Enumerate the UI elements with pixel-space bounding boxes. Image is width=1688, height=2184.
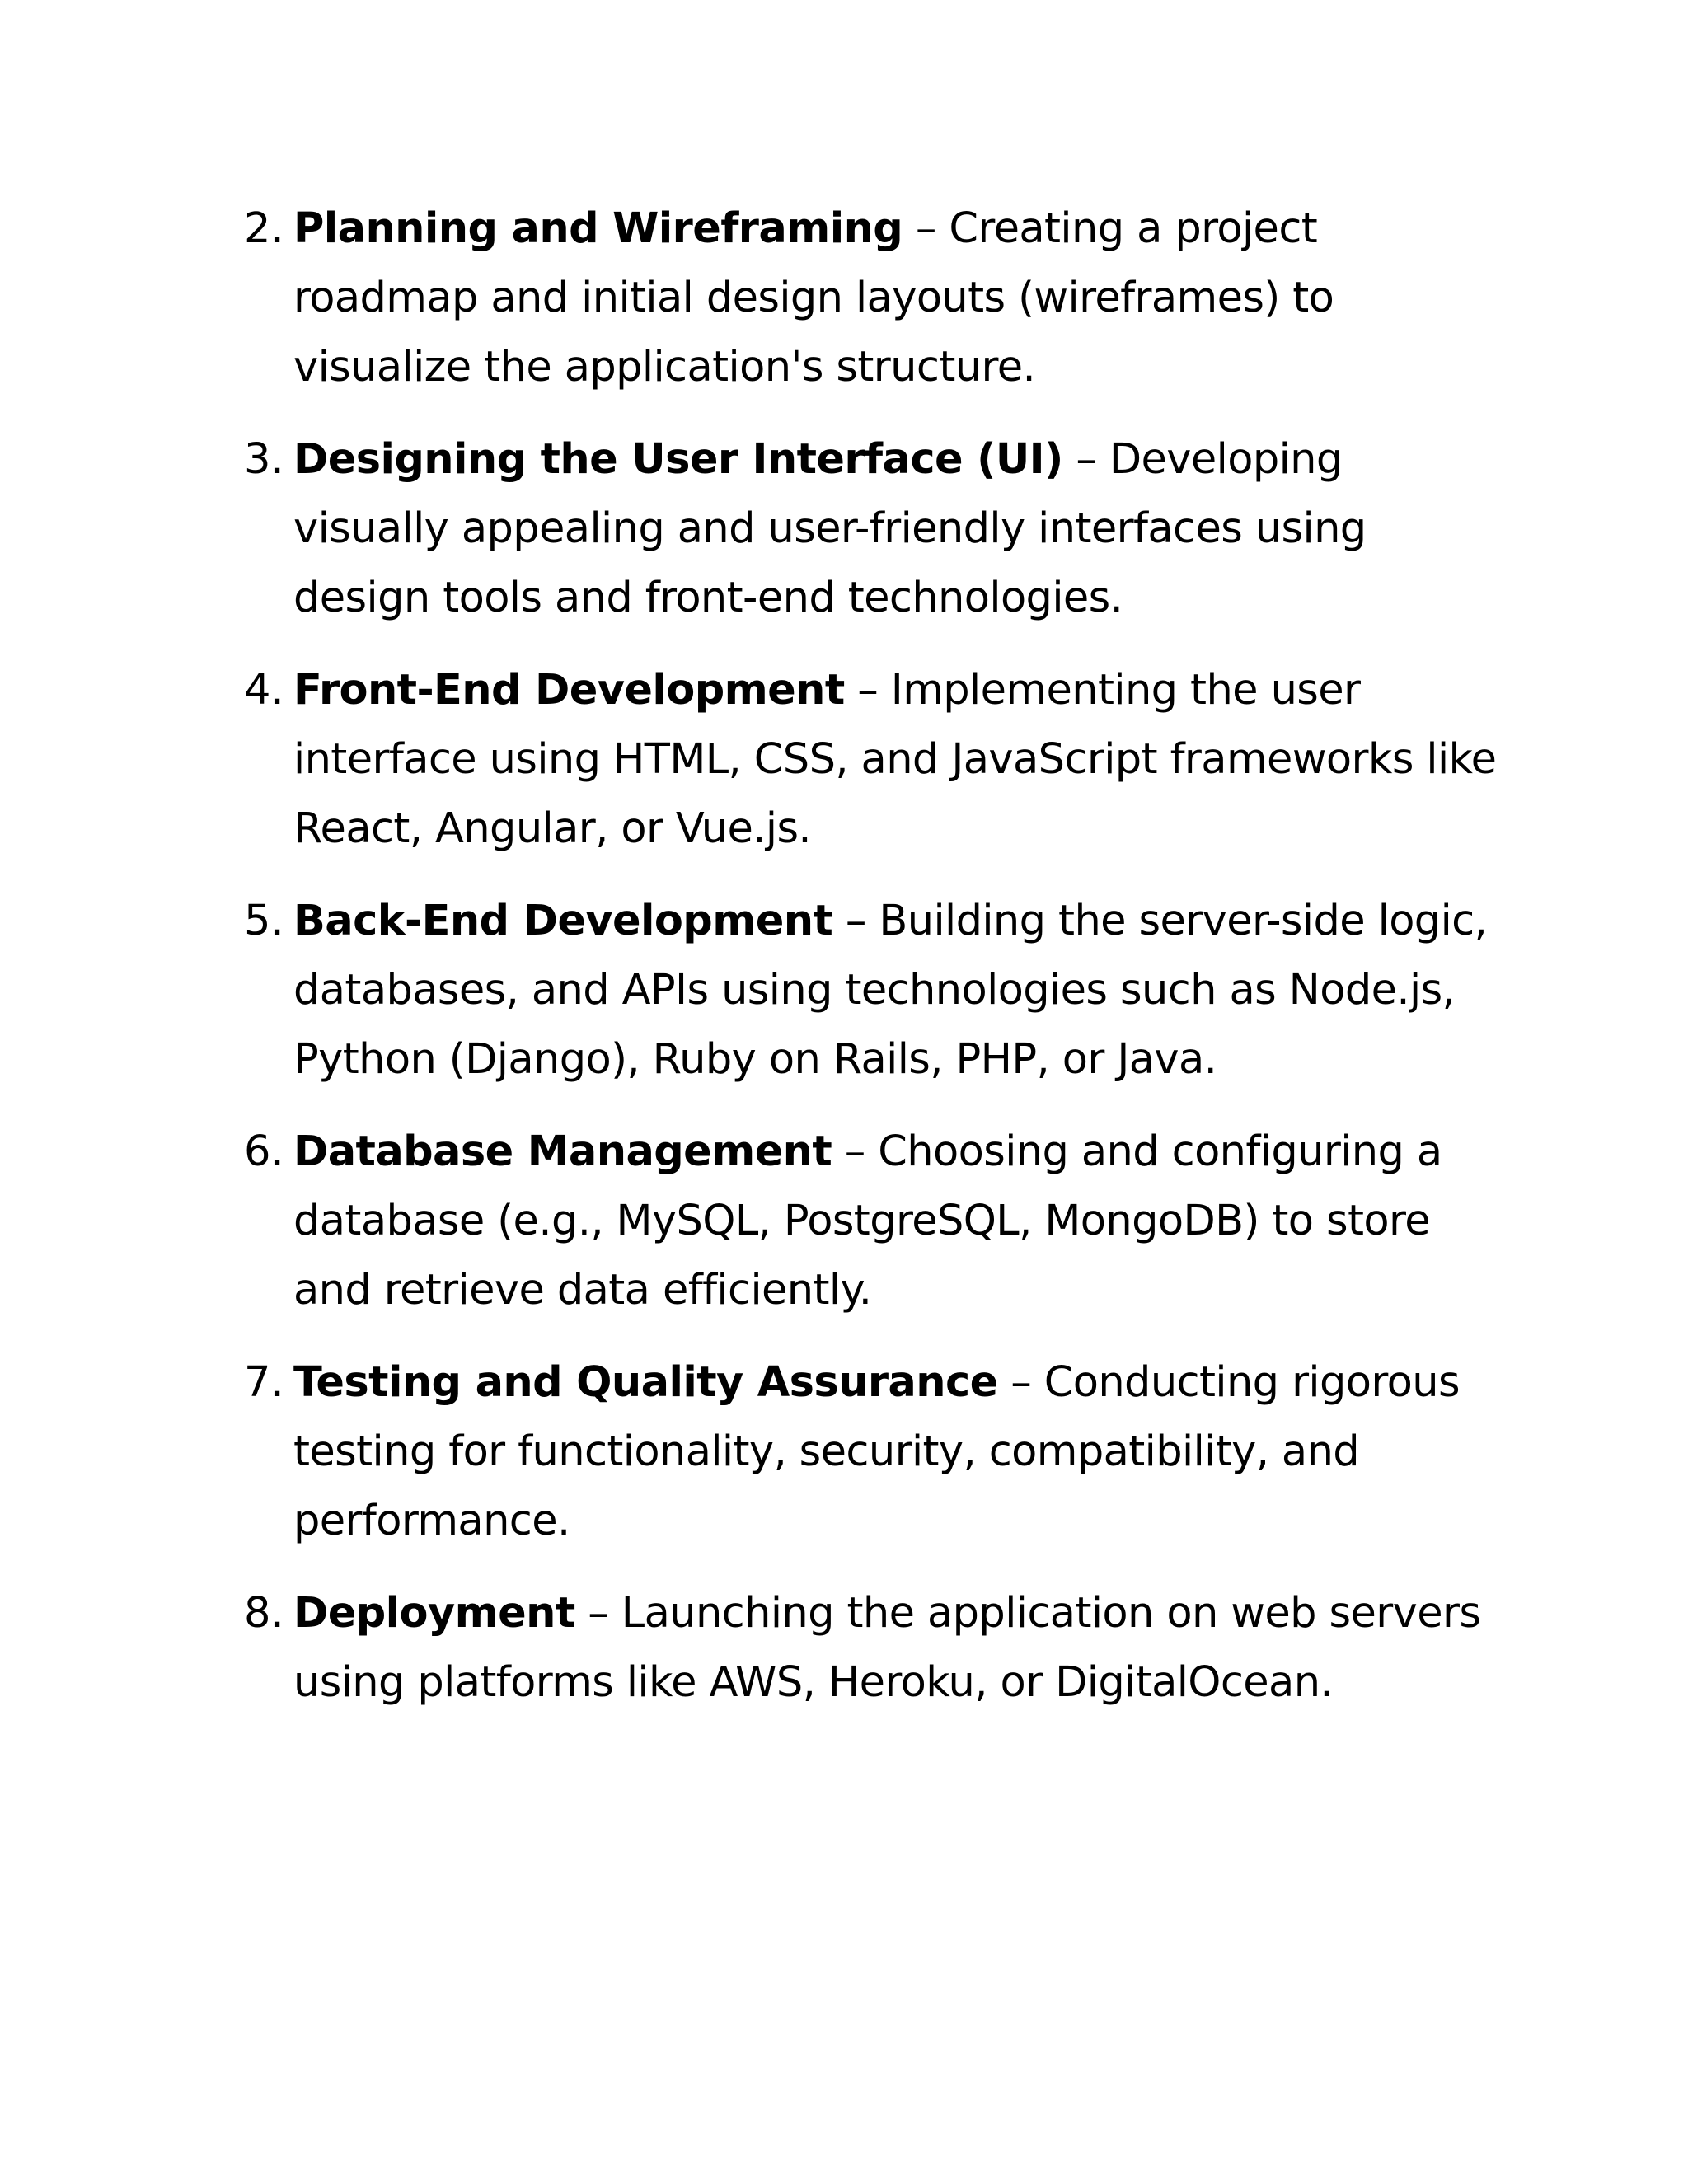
list-item-description: Developing visually appealing and user-friendly interfaces using design tools and front-end technologies. [293, 435, 1367, 622]
list-item-separator: – [832, 1127, 879, 1176]
list-item-description: Implementing the user interface using HTML, CSS, and JavaScript frameworks like React, Angular, or Vue.js. [293, 666, 1497, 853]
list-item-title: Deployment [293, 1589, 575, 1638]
list-item [244, 425, 1497, 633]
list-item [244, 1348, 1497, 1556]
list-item-body [293, 1579, 1497, 1718]
list-item-separator: – [832, 897, 879, 945]
list-item-body [293, 656, 1497, 864]
list-item-separator: – [903, 204, 950, 253]
list-item-description: Choosing and configuring a database (e.g., MySQL, PostgreSQL, MongoDB) to store and retrieve data efficiently. [293, 1127, 1442, 1315]
list-item-body [293, 194, 1497, 402]
list-item-number: 3. [244, 435, 284, 484]
list-item-description: Building the server-side logic, databases, and APIs using technologies such as Node.js, Python (Django), Ruby on Rails, PHP, or Java. [293, 897, 1488, 1084]
list-item [244, 656, 1497, 864]
list-item-separator: – [997, 1358, 1044, 1407]
list-item-number: 8. [244, 1589, 284, 1638]
list-item-description: Conducting rigorous testing for functionality, security, compatibility, and performance. [293, 1358, 1460, 1545]
list-item-description: Creating a project roadmap and initial design layouts (wireframes) to visualize the application's structure. [293, 204, 1334, 391]
list-item-number: 6. [244, 1127, 284, 1176]
list-item [244, 194, 1497, 402]
list-item-title: Designing the User Interface (UI) [293, 435, 1063, 484]
list-item-number: 5. [244, 897, 284, 945]
list-item-separator: – [844, 666, 891, 715]
list-item-title: Testing and Quality Assurance [293, 1358, 998, 1407]
list-item-body [293, 425, 1497, 633]
list-item-separator: – [1062, 435, 1109, 484]
list-item-body [293, 887, 1497, 1094]
list-item-body [293, 1118, 1497, 1325]
list-item-number: 7. [244, 1358, 284, 1407]
list-item [244, 1118, 1497, 1325]
list-item-title: Back-End Development [293, 897, 833, 945]
development-steps-list [244, 194, 1497, 1741]
list-item-title: Front-End Development [293, 666, 845, 715]
list-item-number: 4. [244, 666, 284, 715]
list-item-body [293, 1348, 1497, 1556]
list-item-description: Launching the application on web servers using platforms like AWS, Heroku, or DigitalOcean. [293, 1589, 1481, 1707]
list-item-number: 2. [244, 204, 284, 253]
list-item-separator: – [574, 1589, 621, 1638]
list-item-title: Planning and Wireframing [293, 204, 903, 253]
list-item [244, 887, 1497, 1094]
list-item-title: Database Management [293, 1127, 832, 1176]
list-item [244, 1579, 1497, 1718]
